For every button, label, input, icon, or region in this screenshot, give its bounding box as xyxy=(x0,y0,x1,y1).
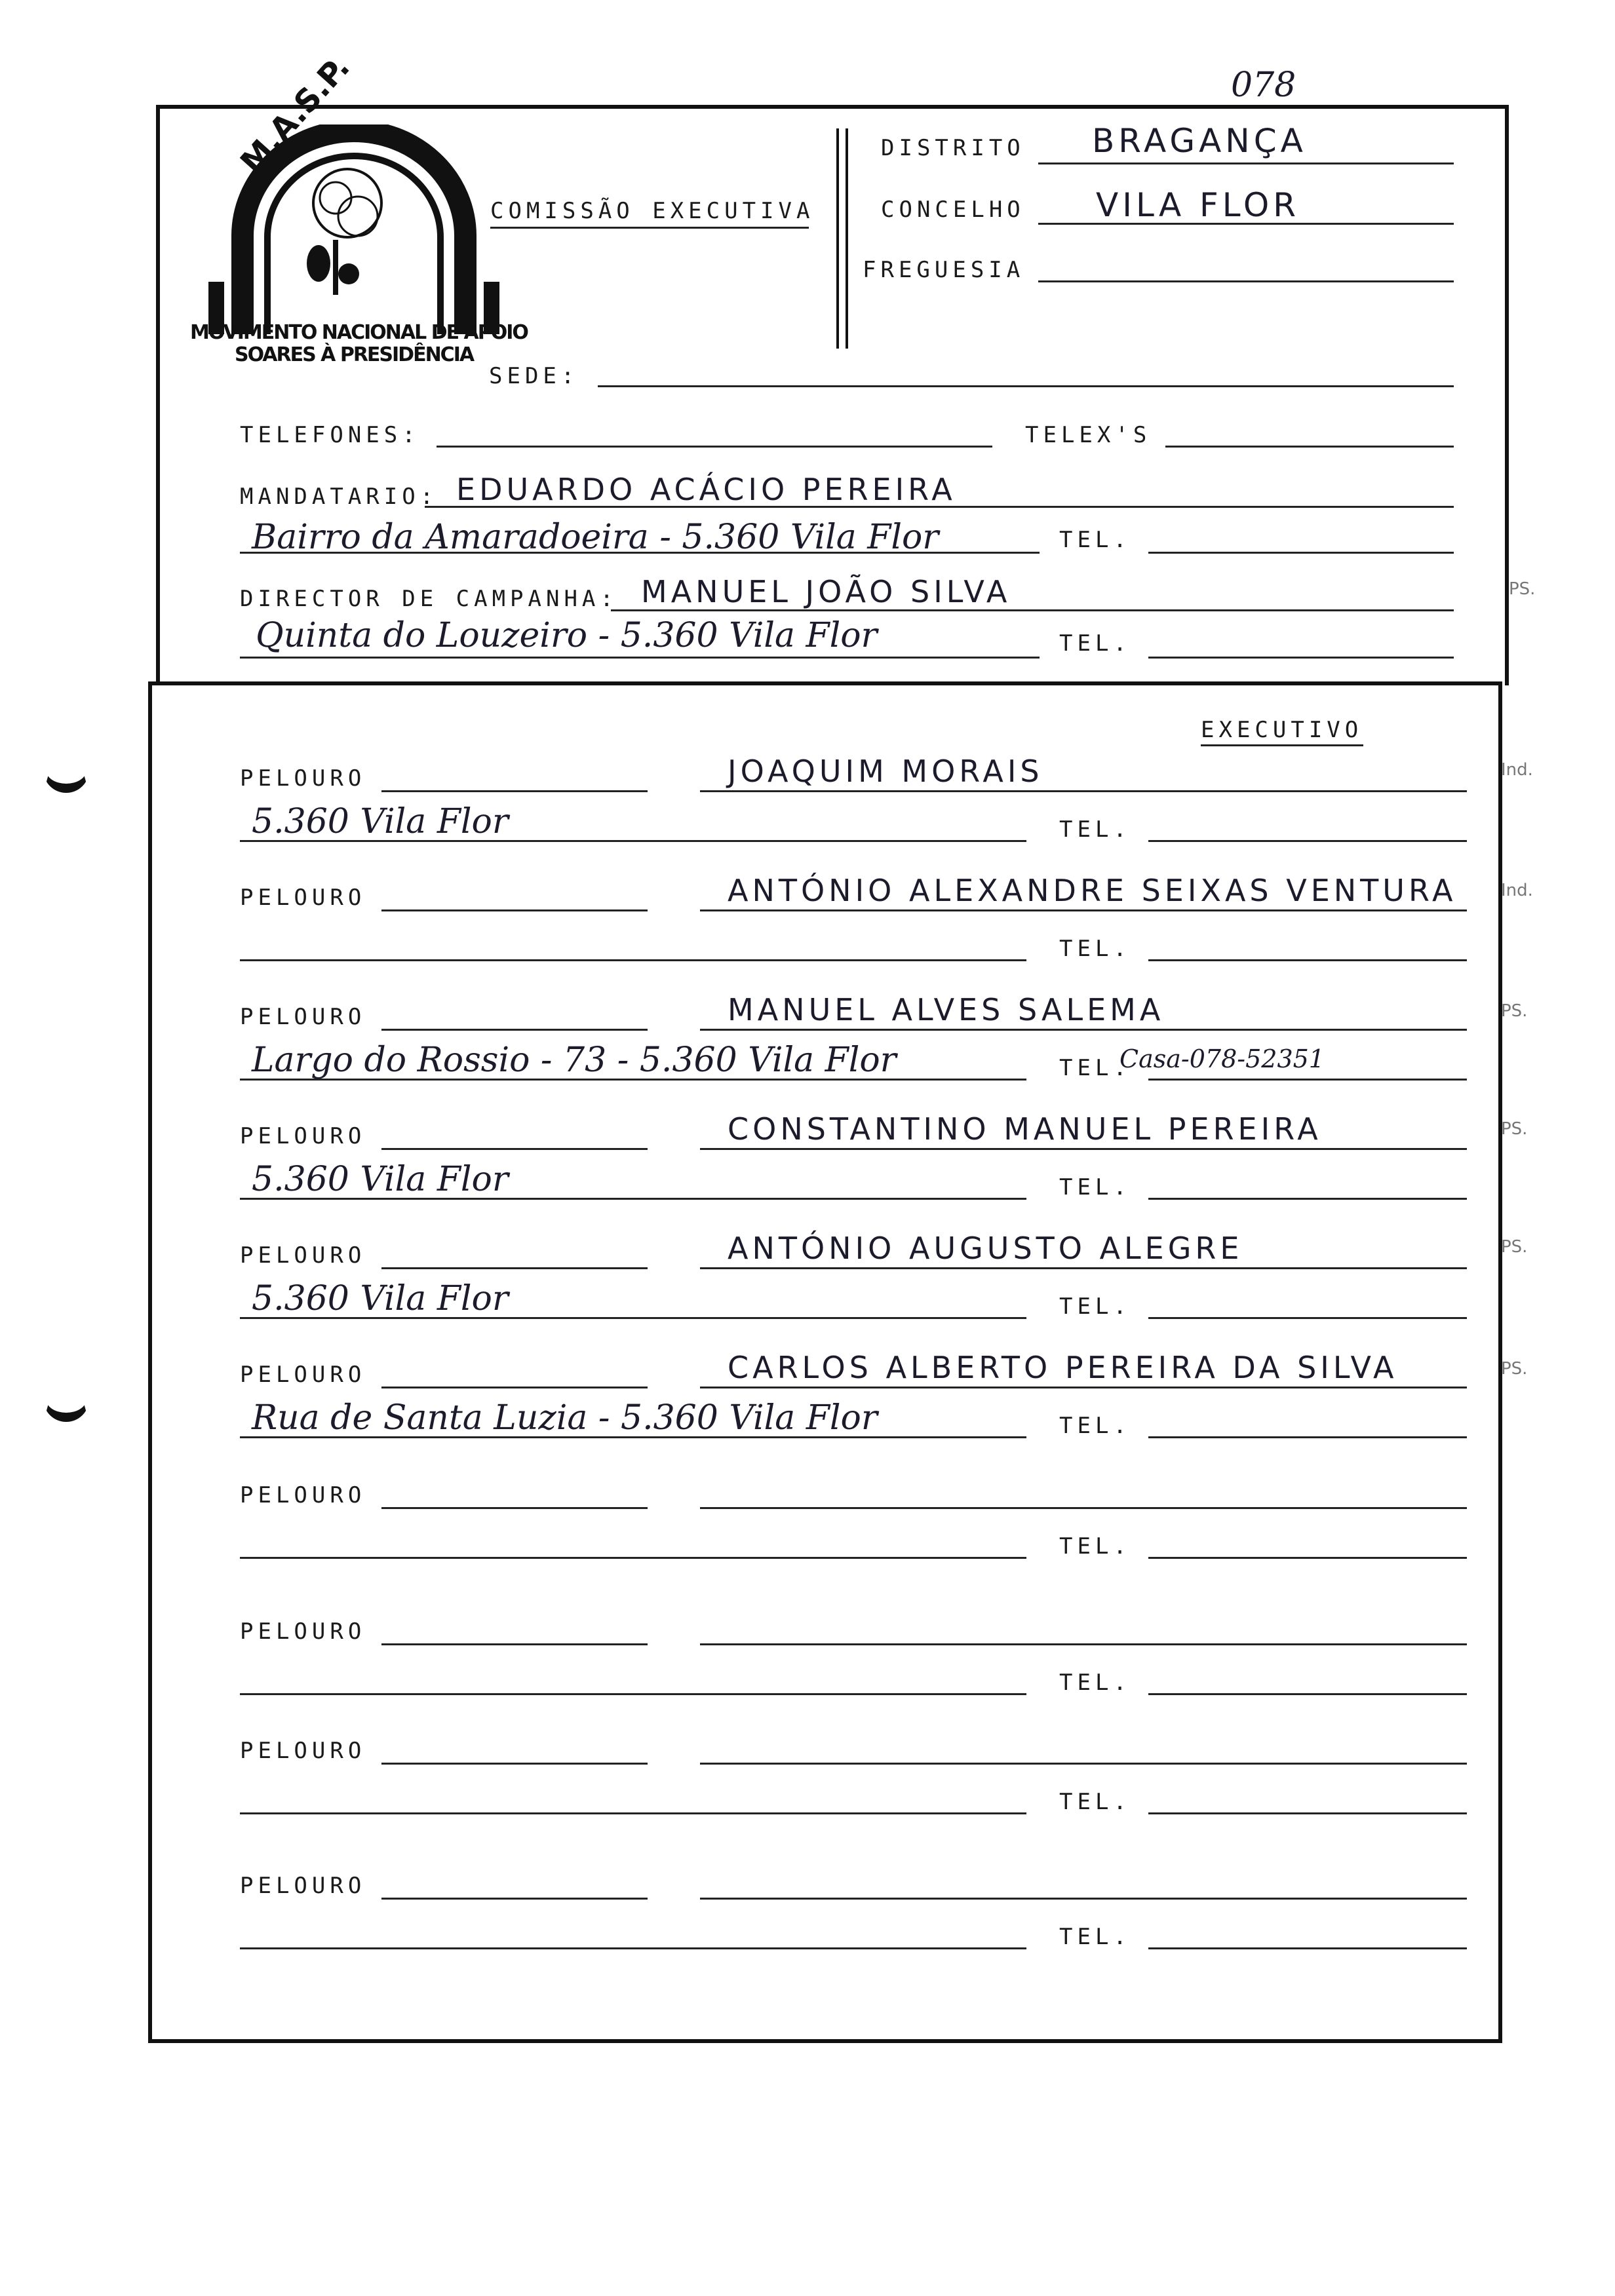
mandatario-label: MANDATARIO: xyxy=(240,484,438,510)
pelouro-label: PELOURO xyxy=(240,1738,366,1764)
pelouro-name-line xyxy=(700,1643,1467,1645)
pelouro-person-name[interactable]: MANUEL ALVES SALEMA xyxy=(728,992,1165,1027)
freguesia-label: FREGUESIA xyxy=(863,257,1025,283)
pelouro-name-line xyxy=(700,790,1467,792)
pelouro-tel-label: TEL. xyxy=(1059,1924,1131,1950)
margin-note: Ind. xyxy=(1501,760,1533,780)
logo-acronym: M.A.S.P. xyxy=(233,48,357,181)
pelouro-tel-field[interactable] xyxy=(1148,959,1467,961)
pelouro-field[interactable] xyxy=(381,909,648,911)
pelouro-address-line xyxy=(240,1812,1026,1814)
pelouro-address-line xyxy=(240,1693,1026,1695)
page-number: 078 xyxy=(1231,66,1296,105)
masp-logo xyxy=(190,48,531,380)
pelouro-name-line xyxy=(700,1387,1467,1388)
pelouro-label: PELOURO xyxy=(240,885,366,911)
mandatario-address[interactable]: Bairro da Amaradoeira - 5.360 Vila Flor xyxy=(252,518,939,557)
comissao-title: COMISSÃO EXECUTIVA xyxy=(490,198,815,224)
director-tel-field[interactable] xyxy=(1148,657,1454,659)
punch-hole-icon xyxy=(43,747,89,793)
margin-note: PS. xyxy=(1501,1359,1528,1379)
pelouro-address-line xyxy=(240,1947,1026,1949)
mandatario-tel-field[interactable] xyxy=(1148,552,1454,554)
mandatario-tel-label: TEL. xyxy=(1059,527,1131,553)
pelouro-tel-label: TEL. xyxy=(1059,1670,1131,1696)
pelouro-label: PELOURO xyxy=(240,1004,366,1030)
director-tel-label: TEL. xyxy=(1059,630,1131,657)
pelouro-field[interactable] xyxy=(381,790,648,792)
pelouro-tel-field[interactable] xyxy=(1148,1947,1467,1949)
concelho-value[interactable]: VILA FLOR xyxy=(1096,186,1300,224)
pelouro-tel-label: TEL. xyxy=(1059,1533,1131,1559)
telex-field[interactable] xyxy=(1165,446,1454,448)
pelouro-address[interactable]: 5.360 Vila Flor xyxy=(252,1279,509,1318)
director-address[interactable]: Quinta do Louzeiro - 5.360 Vila Flor xyxy=(256,616,878,655)
pelouro-name-line xyxy=(700,1267,1467,1269)
pelouro-tel-label: TEL. xyxy=(1059,1293,1131,1320)
distrito-label: DISTRITO xyxy=(881,135,1025,161)
pelouro-tel-field[interactable] xyxy=(1148,1693,1467,1695)
pelouro-tel-value[interactable]: Casa-078-52351 xyxy=(1119,1044,1325,1073)
pelouro-tel-field[interactable] xyxy=(1148,1812,1467,1814)
pelouro-person-name[interactable]: CONSTANTINO MANUEL PEREIRA xyxy=(728,1111,1322,1147)
pelouro-tel-label: TEL. xyxy=(1059,936,1131,962)
pelouro-name-line xyxy=(700,1507,1467,1509)
margin-note: PS. xyxy=(1501,1119,1528,1139)
freguesia-field[interactable] xyxy=(1038,280,1454,282)
pelouro-field[interactable] xyxy=(381,1267,648,1269)
pelouro-label: PELOURO xyxy=(240,1123,366,1149)
pelouro-name-line xyxy=(700,909,1467,911)
punch-hole-icon xyxy=(43,1376,89,1422)
telex-label: TELEX'S xyxy=(1025,422,1152,448)
pelouro-person-name[interactable]: JOAQUIM MORAIS xyxy=(728,754,1043,789)
pelouro-tel-field[interactable] xyxy=(1148,1079,1467,1081)
pelouro-field[interactable] xyxy=(381,1643,648,1645)
concelho-label: CONCELHO xyxy=(881,197,1025,223)
pelouro-tel-label: TEL. xyxy=(1059,1789,1131,1815)
pelouro-label: PELOURO xyxy=(240,1362,366,1388)
director-name[interactable]: MANUEL JOÃO SILVA xyxy=(641,574,1011,609)
pelouro-tel-label: TEL. xyxy=(1059,1055,1131,1081)
distrito-value[interactable]: BRAGANÇA xyxy=(1092,122,1307,160)
pelouro-field[interactable] xyxy=(381,1387,648,1388)
pelouro-tel-label: TEL. xyxy=(1059,1413,1131,1439)
pelouro-tel-field[interactable] xyxy=(1148,1198,1467,1200)
pelouro-address-line xyxy=(240,959,1026,961)
sede-label: SEDE: xyxy=(489,363,579,389)
pelouro-address[interactable]: Rua de Santa Luzia - 5.360 Vila Flor xyxy=(252,1398,878,1438)
pelouro-person-name[interactable]: ANTÓNIO ALEXANDRE SEIXAS VENTURA xyxy=(728,873,1457,908)
pelouro-tel-label: TEL. xyxy=(1059,1174,1131,1200)
pelouro-tel-label: TEL. xyxy=(1059,816,1131,843)
pelouro-name-line xyxy=(700,1148,1467,1150)
pelouro-tel-field[interactable] xyxy=(1148,1317,1467,1319)
pelouro-label: PELOURO xyxy=(240,1873,366,1899)
telefones-label: TELEFONES: xyxy=(240,422,420,448)
pelouro-name-line xyxy=(700,1763,1467,1765)
margin-note: PS. xyxy=(1501,1001,1528,1021)
pelouro-person-name[interactable]: CARLOS ALBERTO PEREIRA DA SILVA xyxy=(728,1350,1398,1385)
pelouro-address-line xyxy=(240,1557,1026,1559)
sede-field[interactable] xyxy=(598,385,1454,387)
pelouro-field[interactable] xyxy=(381,1029,648,1031)
pelouro-field[interactable] xyxy=(381,1148,648,1150)
mandatario-name[interactable]: EDUARDO ACÁCIO PEREIRA xyxy=(456,472,956,507)
pelouro-address[interactable]: 5.360 Vila Flor xyxy=(252,1160,509,1199)
pelouro-name-line xyxy=(700,1898,1467,1900)
pelouro-tel-field[interactable] xyxy=(1148,1436,1467,1438)
pelouro-label: PELOURO xyxy=(240,1242,366,1269)
pelouro-tel-field[interactable] xyxy=(1148,1557,1467,1559)
pelouro-label: PELOURO xyxy=(240,765,366,792)
pelouro-address[interactable]: 5.360 Vila Flor xyxy=(252,802,509,841)
pelouro-name-line xyxy=(700,1029,1467,1031)
pelouro-field[interactable] xyxy=(381,1507,648,1509)
logo-line1: MOVIMENTO NACIONAL DE APOIO xyxy=(190,321,528,344)
executivo-heading: EXECUTIVO xyxy=(1201,717,1363,743)
pelouro-address[interactable]: Largo do Rossio - 73 - 5.360 Vila Flor xyxy=(252,1041,897,1080)
margin-note: Ind. xyxy=(1501,881,1533,900)
pelouro-label: PELOURO xyxy=(240,1482,366,1508)
pelouro-field[interactable] xyxy=(381,1763,648,1765)
director-label: DIRECTOR DE CAMPANHA: xyxy=(240,586,618,612)
pelouro-field[interactable] xyxy=(381,1898,648,1900)
logo-line2: SOARES À PRESIDÊNCIA xyxy=(235,343,474,366)
margin-note: PS. xyxy=(1509,579,1536,599)
margin-note: PS. xyxy=(1501,1237,1528,1257)
pelouro-person-name[interactable]: ANTÓNIO AUGUSTO ALEGRE xyxy=(728,1231,1243,1266)
telefones-field[interactable] xyxy=(437,446,992,448)
pelouro-tel-field[interactable] xyxy=(1148,840,1467,842)
pelouro-label: PELOURO xyxy=(240,1618,366,1645)
